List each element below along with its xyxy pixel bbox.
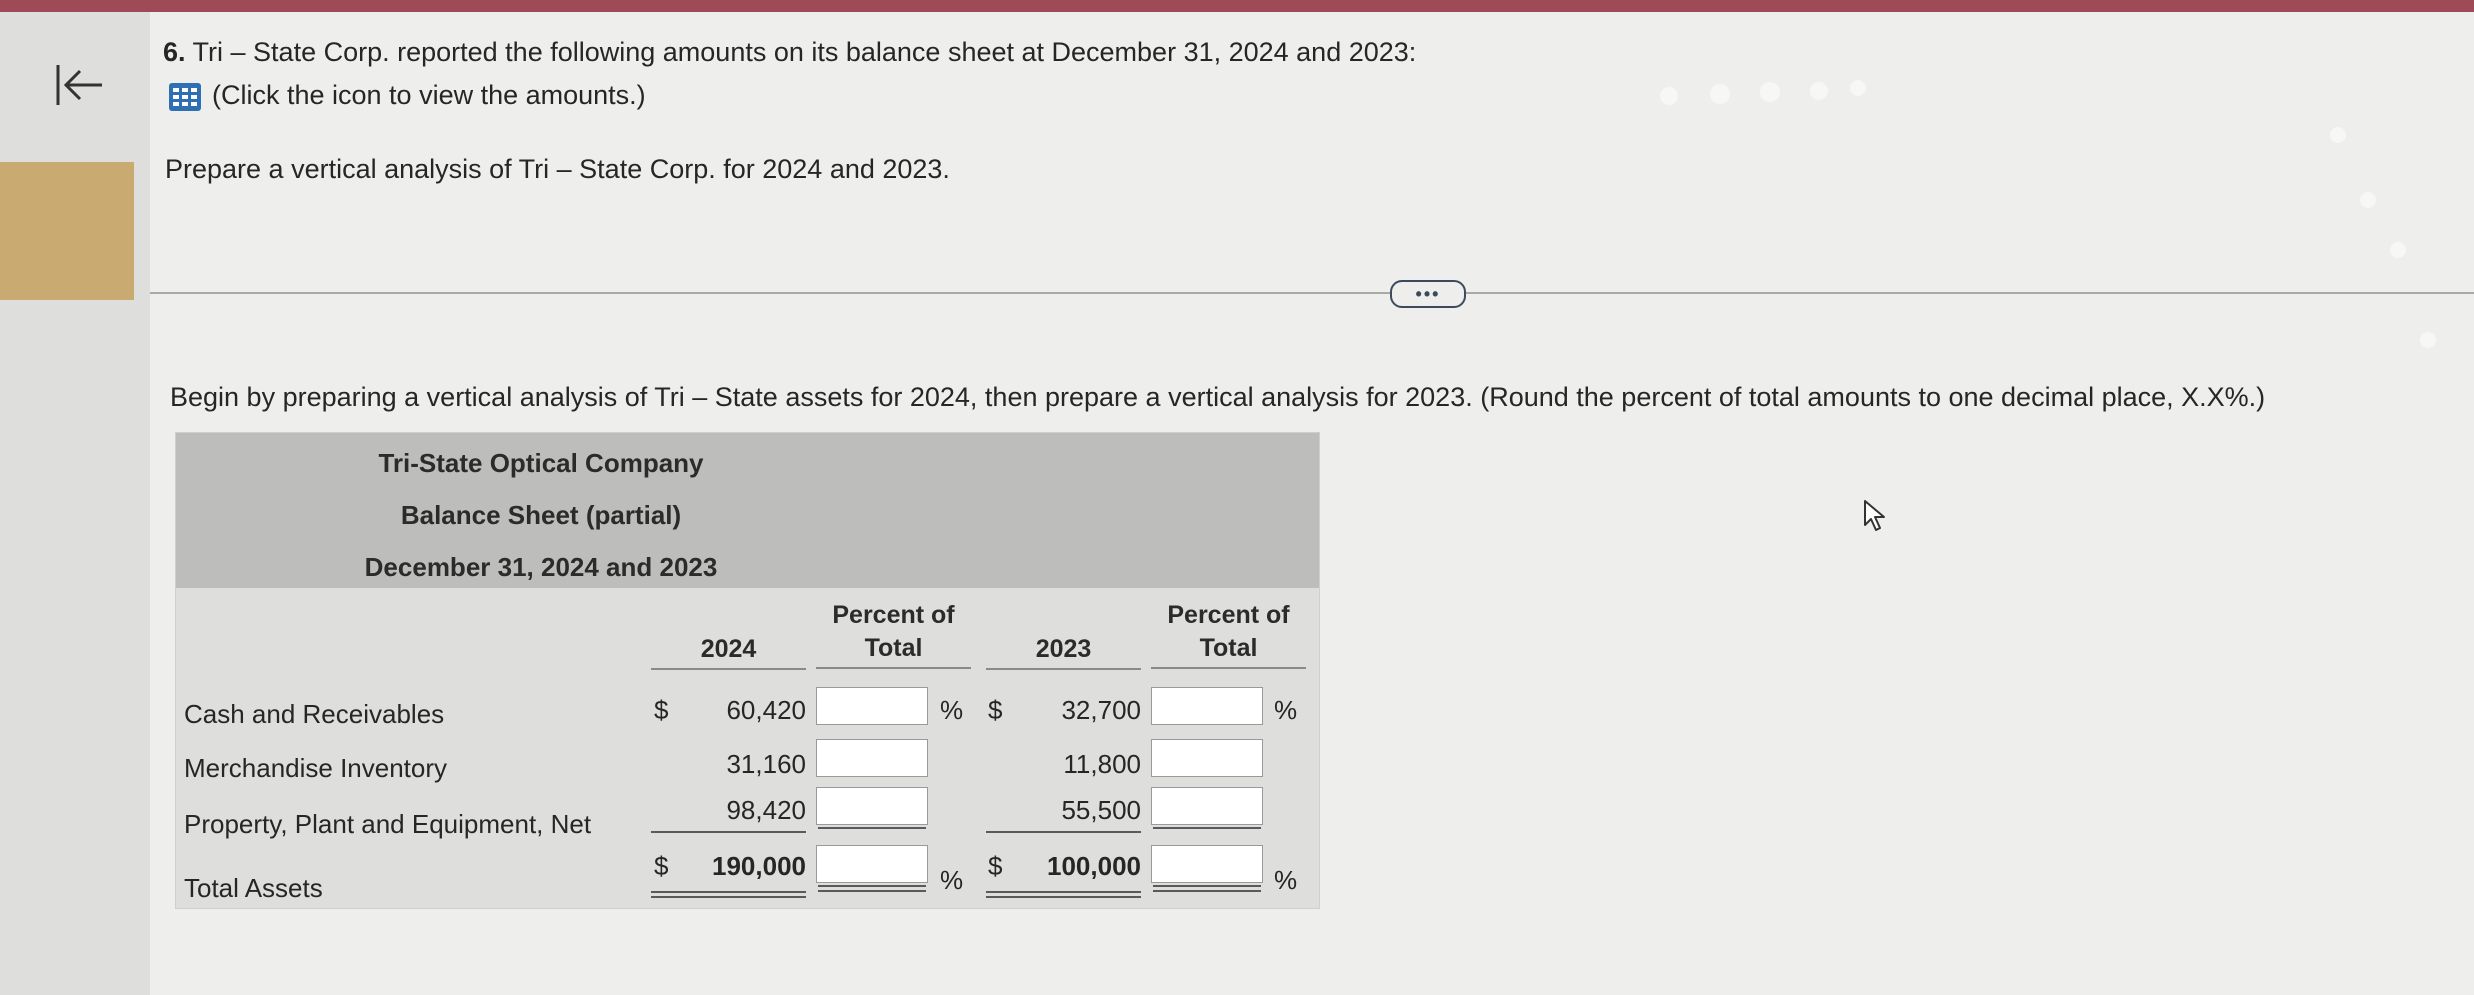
vertical-analysis-instruction: Begin by preparing a vertical analysis of Tri – State assets for 2024, then prepare a vertical analysis for 2023. (Round the percent of total amounts to one decimal place, X.X%.)	[170, 382, 2266, 412]
mouse-pointer-icon	[1862, 499, 1890, 533]
percent-sign: %	[940, 695, 964, 725]
amount-2023-ppe: 55,500	[1061, 795, 1141, 825]
total-double-rule-pct-2024	[818, 885, 926, 892]
glare-spot	[1850, 80, 1866, 96]
percent-input-2024-cash[interactable]	[816, 687, 928, 725]
dollar-sign: $	[988, 851, 1003, 881]
left-rail-tab	[0, 162, 134, 300]
top-accent-bar	[0, 0, 2474, 12]
column-header-percent-2023	[1151, 599, 1306, 669]
subtotal-rule-pct-2023	[1153, 827, 1261, 829]
amount-2024-total: 190,000	[712, 851, 806, 881]
percent-input-2023-cash[interactable]	[1151, 687, 1263, 725]
column-header-2024: 2024	[651, 633, 806, 670]
percent-sign: %	[940, 865, 964, 895]
glare-spot	[1710, 84, 1730, 104]
percent-input-2023-total[interactable]	[1151, 845, 1263, 883]
statement-date: December 31, 2024 and 2023	[364, 552, 718, 582]
expand-more-button[interactable]: •••	[1390, 280, 1466, 308]
percent-header-line1: Percent of	[1167, 601, 1290, 629]
prepare-instruction: Prepare a vertical analysis of Tri – State Corp. for 2024 and 2023.	[165, 154, 950, 184]
amount-2024-inventory: 31,160	[726, 749, 806, 779]
total-double-rule-pct-2023	[1153, 885, 1261, 892]
row-label-total: Total Assets	[184, 873, 323, 903]
subtotal-rule-2024	[651, 831, 806, 833]
glare-spot	[2420, 332, 2436, 348]
percent-input-2023-inventory[interactable]	[1151, 739, 1263, 777]
total-double-rule-2023	[986, 891, 1141, 898]
subtotal-rule-2023	[986, 831, 1141, 833]
amount-2024-cash: 60,420	[726, 695, 806, 725]
glare-spot	[2330, 127, 2346, 143]
amounts-link-row	[168, 80, 646, 112]
glare-spot	[1660, 87, 1678, 105]
glare-spot	[1810, 82, 1828, 100]
glare-spot	[2390, 242, 2406, 258]
total-double-rule-2024	[651, 891, 806, 898]
glare-spot	[1760, 82, 1780, 102]
row-label-inventory: Merchandise Inventory	[184, 753, 448, 783]
company-name: Tri-State Optical Company	[378, 448, 704, 478]
percent-header-line2: Total	[864, 634, 923, 662]
column-header-percent-2024	[816, 599, 971, 669]
row-label-ppe: Property, Plant and Equipment, Net	[184, 809, 592, 839]
glare-spot	[2360, 192, 2376, 208]
percent-header-line1: Percent of	[832, 601, 955, 629]
amount-2024-ppe: 98,420	[726, 795, 806, 825]
collapse-left-icon	[54, 61, 106, 109]
section-divider	[150, 292, 2474, 294]
percent-input-2024-ppe[interactable]	[816, 787, 928, 825]
statement-title: Balance Sheet (partial)	[400, 500, 682, 530]
row-label-cash: Cash and Receivables	[184, 699, 445, 729]
dollar-sign: $	[654, 851, 669, 881]
question-number: 6.	[163, 37, 186, 67]
table-grid-icon[interactable]	[168, 82, 202, 112]
percent-sign: %	[1274, 865, 1298, 895]
balance-sheet-panel	[175, 432, 1320, 909]
view-amounts-link[interactable]: (Click the icon to view the amounts.)	[212, 80, 646, 110]
percent-input-2024-total[interactable]	[816, 845, 928, 883]
amount-2023-total: 100,000	[1047, 851, 1141, 881]
collapse-panel-button[interactable]	[50, 58, 110, 112]
dollar-sign: $	[988, 695, 1003, 725]
subtotal-rule-pct-2024	[818, 827, 926, 829]
dollar-sign: $	[654, 695, 669, 725]
statement-header	[176, 433, 1319, 588]
question-statement: Tri – State Corp. reported the following amounts on its balance sheet at December 31, 2024 and 2023:	[185, 37, 1417, 67]
column-header-2023: 2023	[986, 633, 1141, 670]
percent-input-2024-inventory[interactable]	[816, 739, 928, 777]
question-text	[163, 37, 1416, 68]
amount-2023-inventory: 11,800	[1063, 749, 1141, 779]
percent-input-2023-ppe[interactable]	[1151, 787, 1263, 825]
main-content	[150, 12, 2474, 995]
percent-sign: %	[1274, 695, 1298, 725]
amount-2023-cash: 32,700	[1061, 695, 1141, 725]
percent-header-line2: Total	[1199, 634, 1258, 662]
left-rail	[0, 12, 150, 995]
